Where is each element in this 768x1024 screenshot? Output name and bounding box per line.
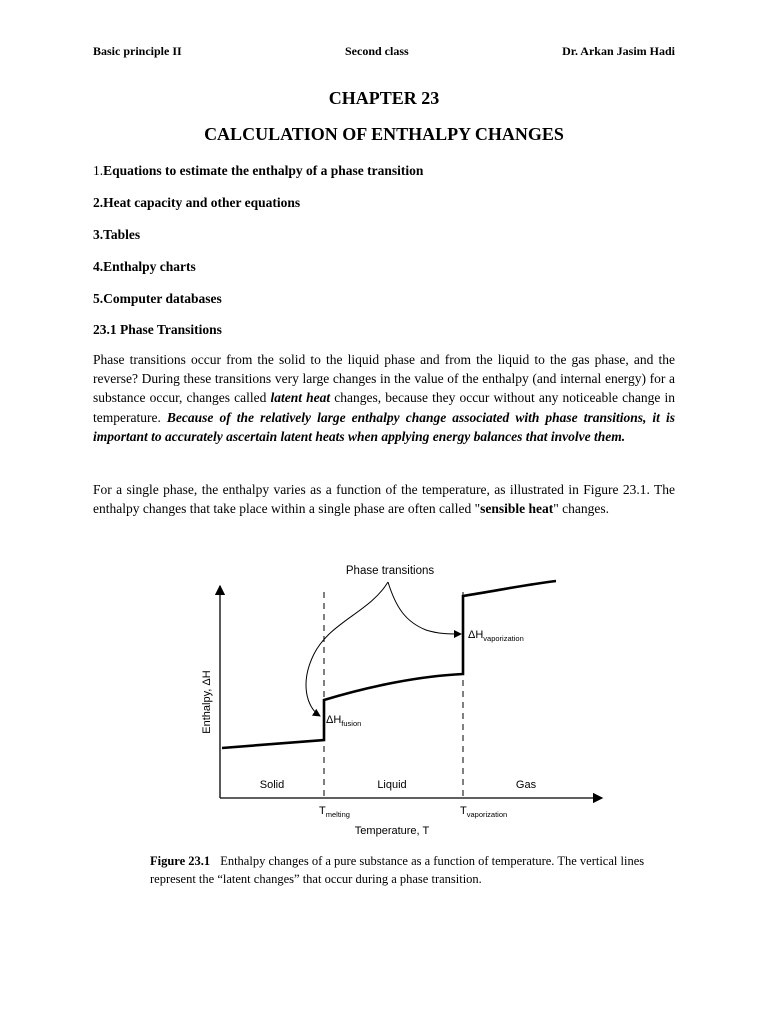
enthalpy-curve bbox=[222, 581, 556, 748]
header-left: Basic principle II bbox=[93, 44, 182, 58]
header-right: Dr. Arkan Jasim Hadi bbox=[562, 44, 675, 58]
y-axis-label: Enthalpy, ΔH bbox=[201, 670, 213, 734]
paragraph-phase-transitions: Phase transitions occur from the solid to the liquid phase and from the liquid to the gas phase, and the reverse? During these transitions very large changes in the value of the enthalpy (and internal energy) for a substance occur, changes called latent heat changes, because they occur without any noticeable change in temperature. Because of the relatively large enthalpy change associated with phase transitions, it is important to accurately ascertain latent heats when applying energy balances that involve them. bbox=[93, 352, 675, 444]
region-solid: Solid bbox=[259, 779, 285, 791]
chapter-heading: CHAPTER 23 bbox=[328, 88, 440, 108]
t-vaporization-label: $T_{vaporization}$ bbox=[460, 805, 508, 819]
x-axis-label: Temperature, T bbox=[354, 825, 430, 837]
dh-fusion-label: $\Delta H_{fusion}$ bbox=[326, 714, 362, 728]
dh-vaporization-label: $\Delta H_{vaporization}$ bbox=[468, 629, 524, 643]
phase-transitions-label: Phase transitions bbox=[345, 565, 435, 577]
arrow-to-vaporization bbox=[388, 582, 461, 634]
t-melting-label: $T_{melting}$ bbox=[319, 805, 350, 819]
list-item: 3.Tables bbox=[93, 227, 141, 242]
region-liquid: Liquid bbox=[377, 779, 407, 791]
paragraph-single-phase: For a single phase, the enthalpy varies as a function of the temperature, as illustrated in Figure 23.1. The enthalpy changes that take place within a single phase are often called "sensible heat" changes. bbox=[93, 482, 675, 517]
region-gas: Gas bbox=[515, 779, 537, 791]
list-item: 5.Computer databases bbox=[93, 291, 222, 306]
list-item: 1.Equations to estimate the enthalpy of a phase transition bbox=[93, 163, 424, 178]
header-middle: Second class bbox=[345, 44, 409, 58]
list-item: 4.Enthalpy charts bbox=[93, 259, 196, 274]
figure-caption: Figure 23.1 Enthalpy changes of a pure substance as a function of temperature. The vertical lines represent the “latent changes” that occur during a phase transition. bbox=[150, 854, 645, 886]
page-title: CALCULATION OF ENTHALPY CHANGES bbox=[204, 124, 564, 144]
enthalpy-figure bbox=[180, 552, 620, 844]
arrow-to-fusion bbox=[306, 582, 388, 716]
list-item: 2.Heat capacity and other equations bbox=[93, 195, 301, 210]
section-heading: 23.1 Phase Transitions bbox=[93, 322, 222, 337]
